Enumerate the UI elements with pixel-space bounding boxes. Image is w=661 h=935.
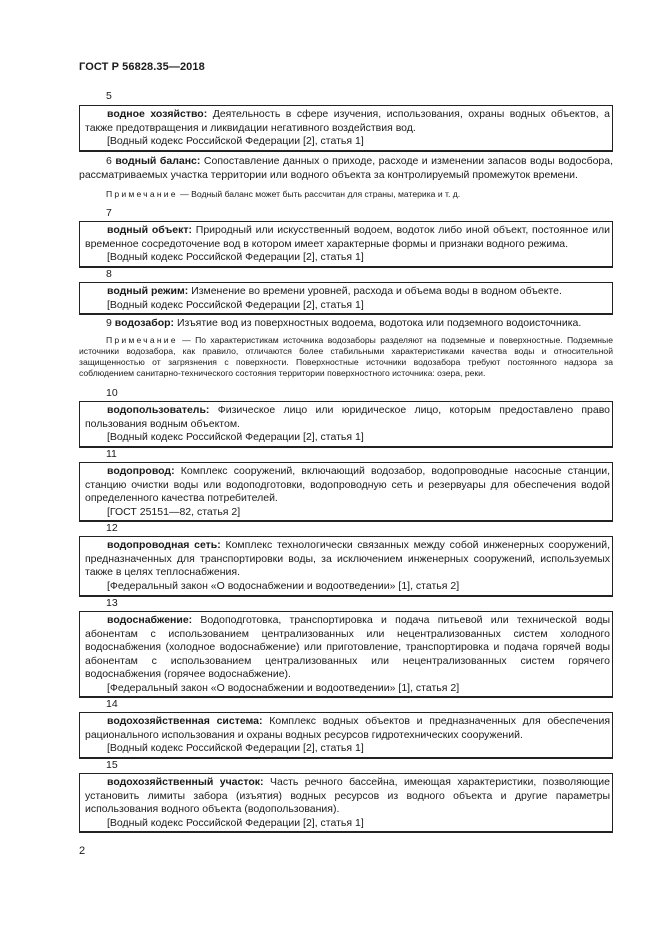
- source-reference: [Водный кодекс Российской Федерации [2], статья 1]: [107, 431, 364, 444]
- definition: Водоподготовка, транспортировка и подача питьевой или технической воды абонентам с использованием централизованных или нецентрализованных систем холодного водоснабжения (холодное водоснабжение) или приготовление, транспортировка и подача горячей воды абонентам с использованием централизованных или нецентрализованных систем горячего водоснабжения (горячее водоснабжение).: [85, 614, 610, 681]
- entry-number: 6: [106, 155, 112, 167]
- definition: Физическое лицо или юридическое лицо, которым предоставлено право пользования водным объектом.: [85, 404, 610, 430]
- term: водное хозяйство:: [107, 108, 208, 120]
- note: [79, 335, 613, 379]
- note-label: Примечание: [106, 189, 178, 199]
- document-header: ГОСТ Р 56828.35—2018: [79, 61, 205, 73]
- entry-number: 9: [106, 317, 112, 329]
- source-reference: [Федеральный закон «О водоснабжении и водоотведении» [1], статья 2]: [107, 579, 460, 592]
- definition: Природный или искусственный водоем, водоток либо иной объект, постоянное или временное сосредоточение вод в котором имеет характерные формы и признаки водного режима.: [85, 224, 610, 250]
- definition: Изъятие вод из поверхностных водоема, водотока или подземного водоисточника.: [176, 317, 582, 329]
- definition-box: [79, 401, 613, 448]
- term: водопровод:: [107, 465, 175, 477]
- entry-number: 14: [106, 698, 118, 710]
- definition-box: [79, 221, 613, 268]
- entry-number: 11: [106, 448, 117, 460]
- source-reference: [Водный кодекс Российской Федерации [2], статья 1]: [107, 298, 364, 311]
- definition-box: [79, 712, 613, 759]
- entry-number: 8: [106, 268, 112, 280]
- definition-box: [79, 773, 613, 833]
- source-reference: [Водный кодекс Российской Федерации [2], статья 1]: [107, 742, 364, 755]
- definition: Комплекс водных объектов и предназначенных для обеспечения рационального использования и охраны водных ресурсов гидротехнических сооружений.: [85, 715, 610, 741]
- term: водопользователь:: [107, 404, 210, 416]
- entry-number: 5: [106, 90, 112, 102]
- term: водный объект:: [107, 224, 192, 236]
- source-reference: [Водный кодекс Российской Федерации [2], статья 1]: [107, 251, 364, 264]
- term: водоснабжение:: [107, 614, 193, 626]
- term: водный режим:: [107, 285, 189, 297]
- entry-number: 12: [106, 522, 118, 534]
- term: водозабор:: [114, 317, 175, 329]
- note-text: — Водный баланс может быть рассчитан для страны, материка и т. д.: [180, 189, 461, 199]
- note-text: — По характеристикам источника водозаборы разделяют на подземные и поверхностные. Подземные источники водозабора, как правило, отличаются более стабильными характеристиками качества воды и относительной защищенностью от загрязнения с поверхности. Поверхностные источники водозабора требуют постоянного надзора за соблюдением санитарно-технического состояния территории поверхностного источника: озера, реки.: [79, 335, 613, 378]
- definition-box: [79, 611, 613, 698]
- note-label: Примечание: [106, 335, 178, 345]
- definition: Комплекс технологически связанных между собой инженерных сооружений, предназначенных для транспортировки воды, за исключением инженерных сооружений, используемых также в целях теплоснабжения.: [85, 539, 610, 579]
- term: водный баланс:: [115, 155, 201, 167]
- entry-number: 10: [106, 387, 118, 399]
- definition: Деятельность в сфере изучения, использования, охраны водных объектов, а также предотвращения и ликвидации негативного воздействия вод.: [85, 108, 610, 134]
- definition: Изменение во времени уровней, расхода и объема воды в водном объекте.: [191, 285, 562, 297]
- term: водохозяйственный участок:: [107, 776, 264, 788]
- note: [79, 189, 613, 200]
- page-number: 2: [79, 845, 86, 857]
- definition-box: [79, 462, 613, 522]
- source-reference: [Водный кодекс Российской Федерации [2], статья 1]: [107, 816, 364, 829]
- definition-plain: [79, 317, 613, 331]
- entry-number: 15: [106, 759, 118, 771]
- source-reference: [Федеральный закон «О водоснабжении и водоотведении» [1], статья 2]: [107, 681, 460, 694]
- definition: Сопоставление данных о приходе, расходе и изменении запасов воды водосбора, рассматриваемых участка территории или водного объекта за контролируемый промежуток времени.: [79, 155, 614, 181]
- definition-box: [79, 282, 613, 315]
- definition-box: [79, 536, 613, 597]
- source-reference: [Водный кодекс Российской Федерации [2], статья 1]: [107, 135, 364, 148]
- entry-number: 7: [106, 207, 112, 219]
- definition-plain: [79, 155, 613, 182]
- term: водопроводная сеть:: [107, 539, 221, 551]
- source-reference: [ГОСТ 25151—82, статья 2]: [107, 505, 241, 518]
- definition: Часть речного бассейна, имеющая характеристики, позволяющие установить лимиты забора (изъятия) водных ресурсов из водного объекта и другие параметры использования водного объекта (водопользования).: [85, 776, 611, 816]
- definition-box: [79, 105, 613, 152]
- term: водохозяйственная система:: [107, 715, 263, 727]
- entry-number: 13: [106, 597, 118, 609]
- definition: Комплекс сооружений, включающий водозабор, водопроводные насосные станции, станцию очистки воды или водоподготовки, водопроводную сеть и резервуары для обеспечения водой определенного качества потребителей.: [85, 465, 610, 505]
